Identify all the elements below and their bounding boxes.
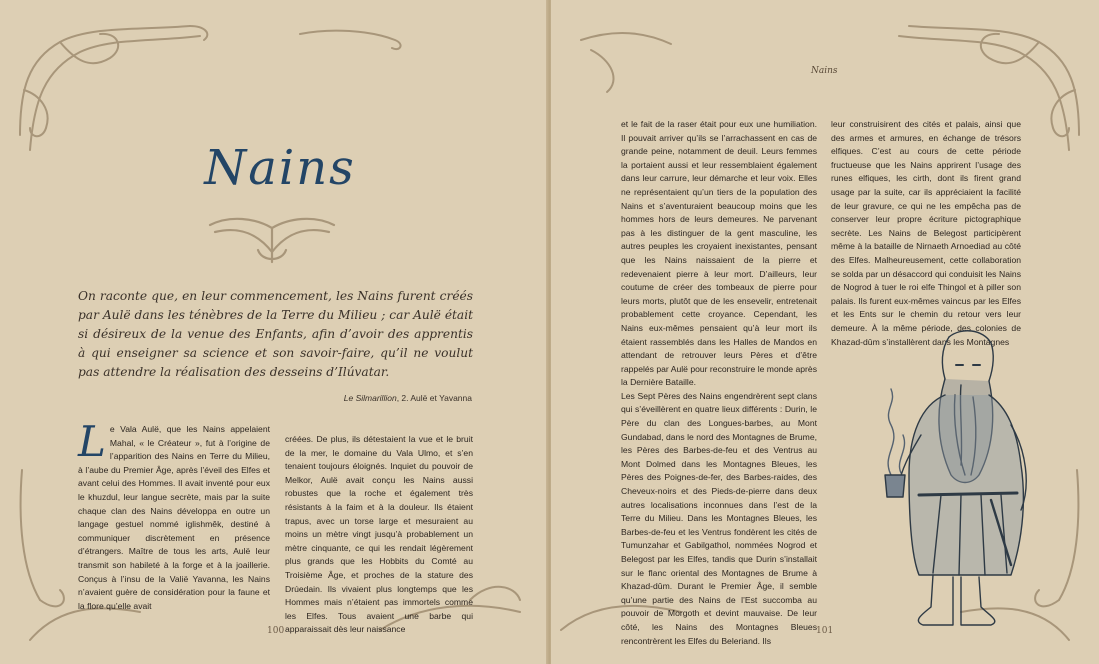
dwarf-illustration bbox=[861, 325, 1061, 630]
chapter-title: Nains bbox=[204, 140, 356, 196]
epigraph-citation bbox=[230, 393, 472, 403]
left-column-1 bbox=[78, 417, 270, 613]
page-number-left: 100 bbox=[267, 626, 285, 636]
right-column-1 bbox=[621, 118, 817, 648]
drop-cap: L bbox=[78, 417, 106, 466]
epigraph: On raconte que, en leur commencement, les Nains furent créés par Aulë dans les ténèbres de la Terre du Milieu ; car Aulë était si désireux de la venue des Enfants, afin d’avoir des apprentis à qui enseigner sa science et son savoir-faire, qu’il ne voulut pas attendre la réalisation des desseins d’Ilúvatar. bbox=[78, 289, 473, 379]
right-column-1-paragraph-2: Les Sept Pères des Nains engendrèrent sept clans qui s’éveillèrent en quatre lieux différents : Durin, le Père du clan des Longues-barbes, au Mont Gundabad, dans le nord des Montagnes de Brume, les Pères des Barbes-de-feu et des Ventrus au Mont Dolmed dans les Montagnes Bleues, les Pères des Poignes-de-fer, des Barbes-raides, des Cheveux-noirs et des Pieds-de-pierre dans deux autres localisations inconnues dans l’est de la Terre du Milieu. Dans les Montagnes Bleues, les Barbes-de-feu et les Ventrus fondèrent les cités de Tumunzahar et Gabilgathol, nommées Nogrod et Belegost par les Elfes, tandis que Durin s’installait sur le flanc oriental des Montagnes de Brume à Khazad-dûm. Durant le Premier Âge, il semble qu’une partie des Nains de l’Est succomba au pouvoir de Morgoth et devint mauvaise. De leur côté, les Nains des Montagnes Bleues rencontrèrent les Elfes du Beleriand. Ils bbox=[621, 390, 817, 646]
left-column-2-text: créées. De plus, ils détestaient la vue et le bruit de la mer, le domaine du Vala Ulmo, et s’en tenaient toujours éloignés. Inquiet du pouvoir de Melkor, Aulë avait conçu les Nains aussi robustes que la roche et également très résistants à la faim et à la douleur. Ils étaient trapus, avec un torse large et mesuraient au moins un mètre vingt jusqu’à probablement un mètre cinquante, ce qui les rendait légèrement plus grands que les Hobbits du Comté au Troisième Âge, et proches de la stature des Drúedain. Ils vivaient plus longtemps que les Hommes mais n’étaient pas immortels comme les Elfes. Tous avaient une barbe qui apparaissait dès leur naissance bbox=[285, 434, 473, 635]
citation-rest: , 2. Aulë et Yavanna bbox=[396, 393, 472, 403]
left-page bbox=[0, 0, 548, 664]
right-column-2-text: leur construisirent des cités et palais, ainsi que des armes et armures, en échange de trésors elfiques. C’est au cours de cette période fructueuse que les Nains apprirent l’usage des runes elfiques, les cirth, dont ils firent grand usage par la suite, car ils appréciaient la facilité de leur gravure, ce qui ne les empêcha pas de conserver leur propre écriture pictographique secrète. Les Nains de Belegost participèrent même à la bataille de Nirnaeth Arnoediad au côté des Elfes. Malheureusement, cette collaboration se solda par un désaccord qui conduisit les Nains de Nogrod à tuer le roi elfe Thingol et à piller son palais. Ils furent eux-mêmes vaincus par les Elfes et les Ents sur le chemin du retour vers leur demeure. À la même période, des colonies de Khazad-dûm s’installèrent dans les Montagnes bbox=[831, 119, 1021, 347]
running-head: Nains bbox=[811, 66, 838, 76]
right-column-2 bbox=[831, 118, 1021, 349]
left-column-1-text: e Vala Aulë, que les Nains appelaient Mahal, « le Créateur », fut à l’origine de l’apparition des Nains en Terre du Milieu, à l’aube du Premier Âge, après l’éveil des Elfes et avant celui des Hommes. Il avait inventé pour eux le khuzdul, leur langue secrète, mais par la suite chaque clan des Nains développa en outre un langage gestuel nommé iglishmêk, destiné à communiquer discrètement en présence d’étrangers. Maître de tous les arts, Aulë leur transmit son habileté à la forge et à la joaillerie. Conçus à l’insu de la Valië Yavanna, les Nains n’avaient guère de considération pour la faune et la flore qu’elle avait bbox=[78, 424, 270, 611]
page-number-right: 101 bbox=[816, 626, 834, 636]
left-column-2 bbox=[285, 433, 473, 637]
citation-work: Le Silmarillion bbox=[343, 393, 397, 403]
right-page bbox=[551, 0, 1099, 664]
right-column-1-paragraph-1: et le fait de la raser était pour eux une humiliation. Il pouvait arriver qu’ils se l’arrachassent en cas de grande peine, notamment de deuil. Leurs femmes la portaient aussi et leur ressemblaient également dans leur carrure, leur démarche et leur voix. Elles ne représentaient qu’un tiers de la population des Nains et s’aventuraient beaucoup moins que les hommes hors de leurs demeures. Ne parvenant pas à les distinguer de la gent masculine, les autres peuples les croyaient inexistantes, pensant que les Nains naissaient de la pierre et redevenaient pierre à leur mort. D’ailleurs, leur coutume de créer des tombeaux de pierre pour leurs morts, plutôt que de les ensevelir, entretenait probablement cette croyance. Cependant, les Nains eux-mêmes pensaient qu’à leur mort ils étaient rassemblés dans les Halles de Mandos en attendant de retrouver leurs Pères et d’être rappelés par Aulë pour reconstruire le monde après la Dernière Bataille. bbox=[621, 119, 817, 388]
